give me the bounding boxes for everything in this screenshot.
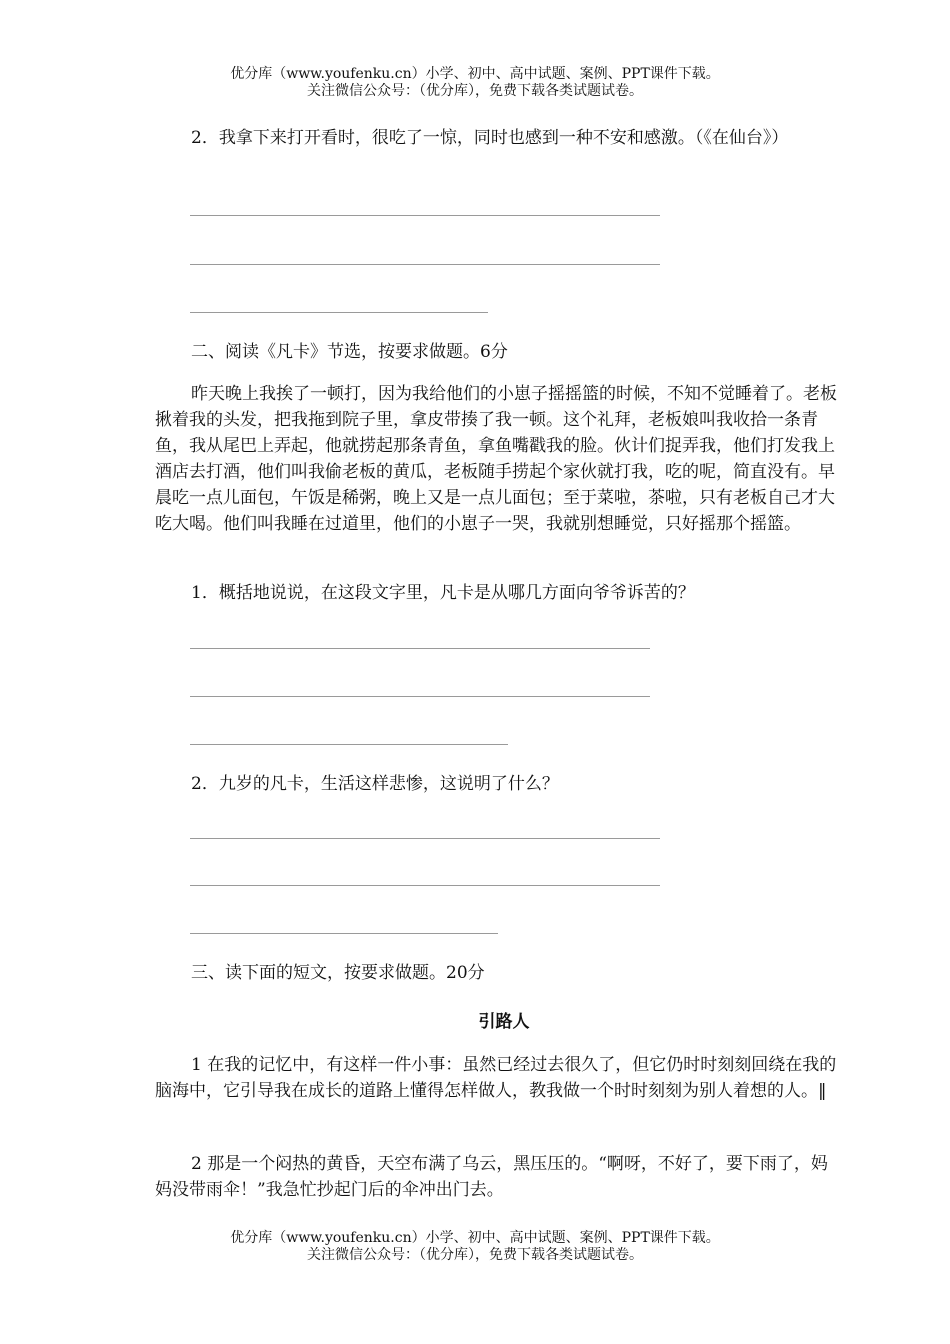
answer-line xyxy=(190,885,660,886)
article-paragraph-1: 1 在我的记忆中，有这样一件小事：虽然已经过去很久了，但它仍时时刻刻回绕在我的脑海中，它引导我在成长的道路上懂得怎样做人，教我做一个时时刻刻为别人着想的人。‖ xyxy=(155,1055,837,1101)
answer-line xyxy=(190,744,508,745)
article-title: 引路人 xyxy=(478,1012,530,1032)
answer-line xyxy=(190,648,650,649)
page-footer xyxy=(0,1230,950,1264)
answer-line xyxy=(190,264,660,265)
section2-passage: 昨天晚上我挨了一顿打，因为我给他们的小崽子摇摇篮的时候，不知不觉睡着了。老板揪着我的头发，把我拖到院子里，拿皮带揍了我一顿。这个礼拜，老板娘叫我收拾一条青鱼，我从尾巴上弄起，他就捞起那条青鱼，拿鱼嘴戳我的脸。伙计们捉弄我，他们打发我上酒店去打酒，他们叫我偷老板的黄瓜，老板随手捞起个家伙就打我，吃的呢，简直没有。早晨吃一点儿面包，午饭是稀粥，晚上又是一点儿面包；至于菜啦，茶啦，只有老板自己才大吃大喝。他们叫我睡在过道里，他们的小崽子一哭，我就别想睡觉，只好摇那个摇篮。 xyxy=(155,384,837,534)
section2-question-2: 2．九岁的凡卡，生活这样悲惨，这说明了什么？ xyxy=(191,774,559,794)
section3-heading: 三、读下面的短文，按要求做题。20分 xyxy=(191,963,485,983)
header-line-1: 优分库（www.youfenku.cn）小学、初中、高中试题、案例、PPT课件下载。 xyxy=(230,66,720,82)
answer-line xyxy=(190,215,660,216)
answer-line xyxy=(190,312,488,313)
page-header xyxy=(0,66,950,100)
footer-line-2: 关注微信公众号：（优分库），免费下载各类试题试卷。 xyxy=(307,1247,643,1263)
footer-line-1: 优分库（www.youfenku.cn）小学、初中、高中试题、案例、PPT课件下载。 xyxy=(230,1230,720,1246)
section1-question-2: 2．我拿下来打开看时，很吃了一惊，同时也感到一种不安和感激。（《在仙台》） xyxy=(191,128,789,148)
header-line-2: 关注微信公众号：（优分库），免费下载各类试题试卷。 xyxy=(307,83,643,99)
section2-question-1: 1．概括地说说，在这段文字里，凡卡是从哪几方面向爷爷诉苦的？ xyxy=(191,583,695,603)
answer-line xyxy=(190,933,498,934)
section2-heading: 二、阅读《凡卡》节选，按要求做题。6分 xyxy=(191,342,508,362)
answer-line xyxy=(190,838,660,839)
article-paragraph-2: 2 那是一个闷热的黄昏，天空布满了乌云，黑压压的。“啊呀，不好了，要下雨了，妈妈没带雨伞！”我急忙抄起门后的伞冲出门去。 xyxy=(155,1154,828,1200)
answer-line xyxy=(190,696,650,697)
